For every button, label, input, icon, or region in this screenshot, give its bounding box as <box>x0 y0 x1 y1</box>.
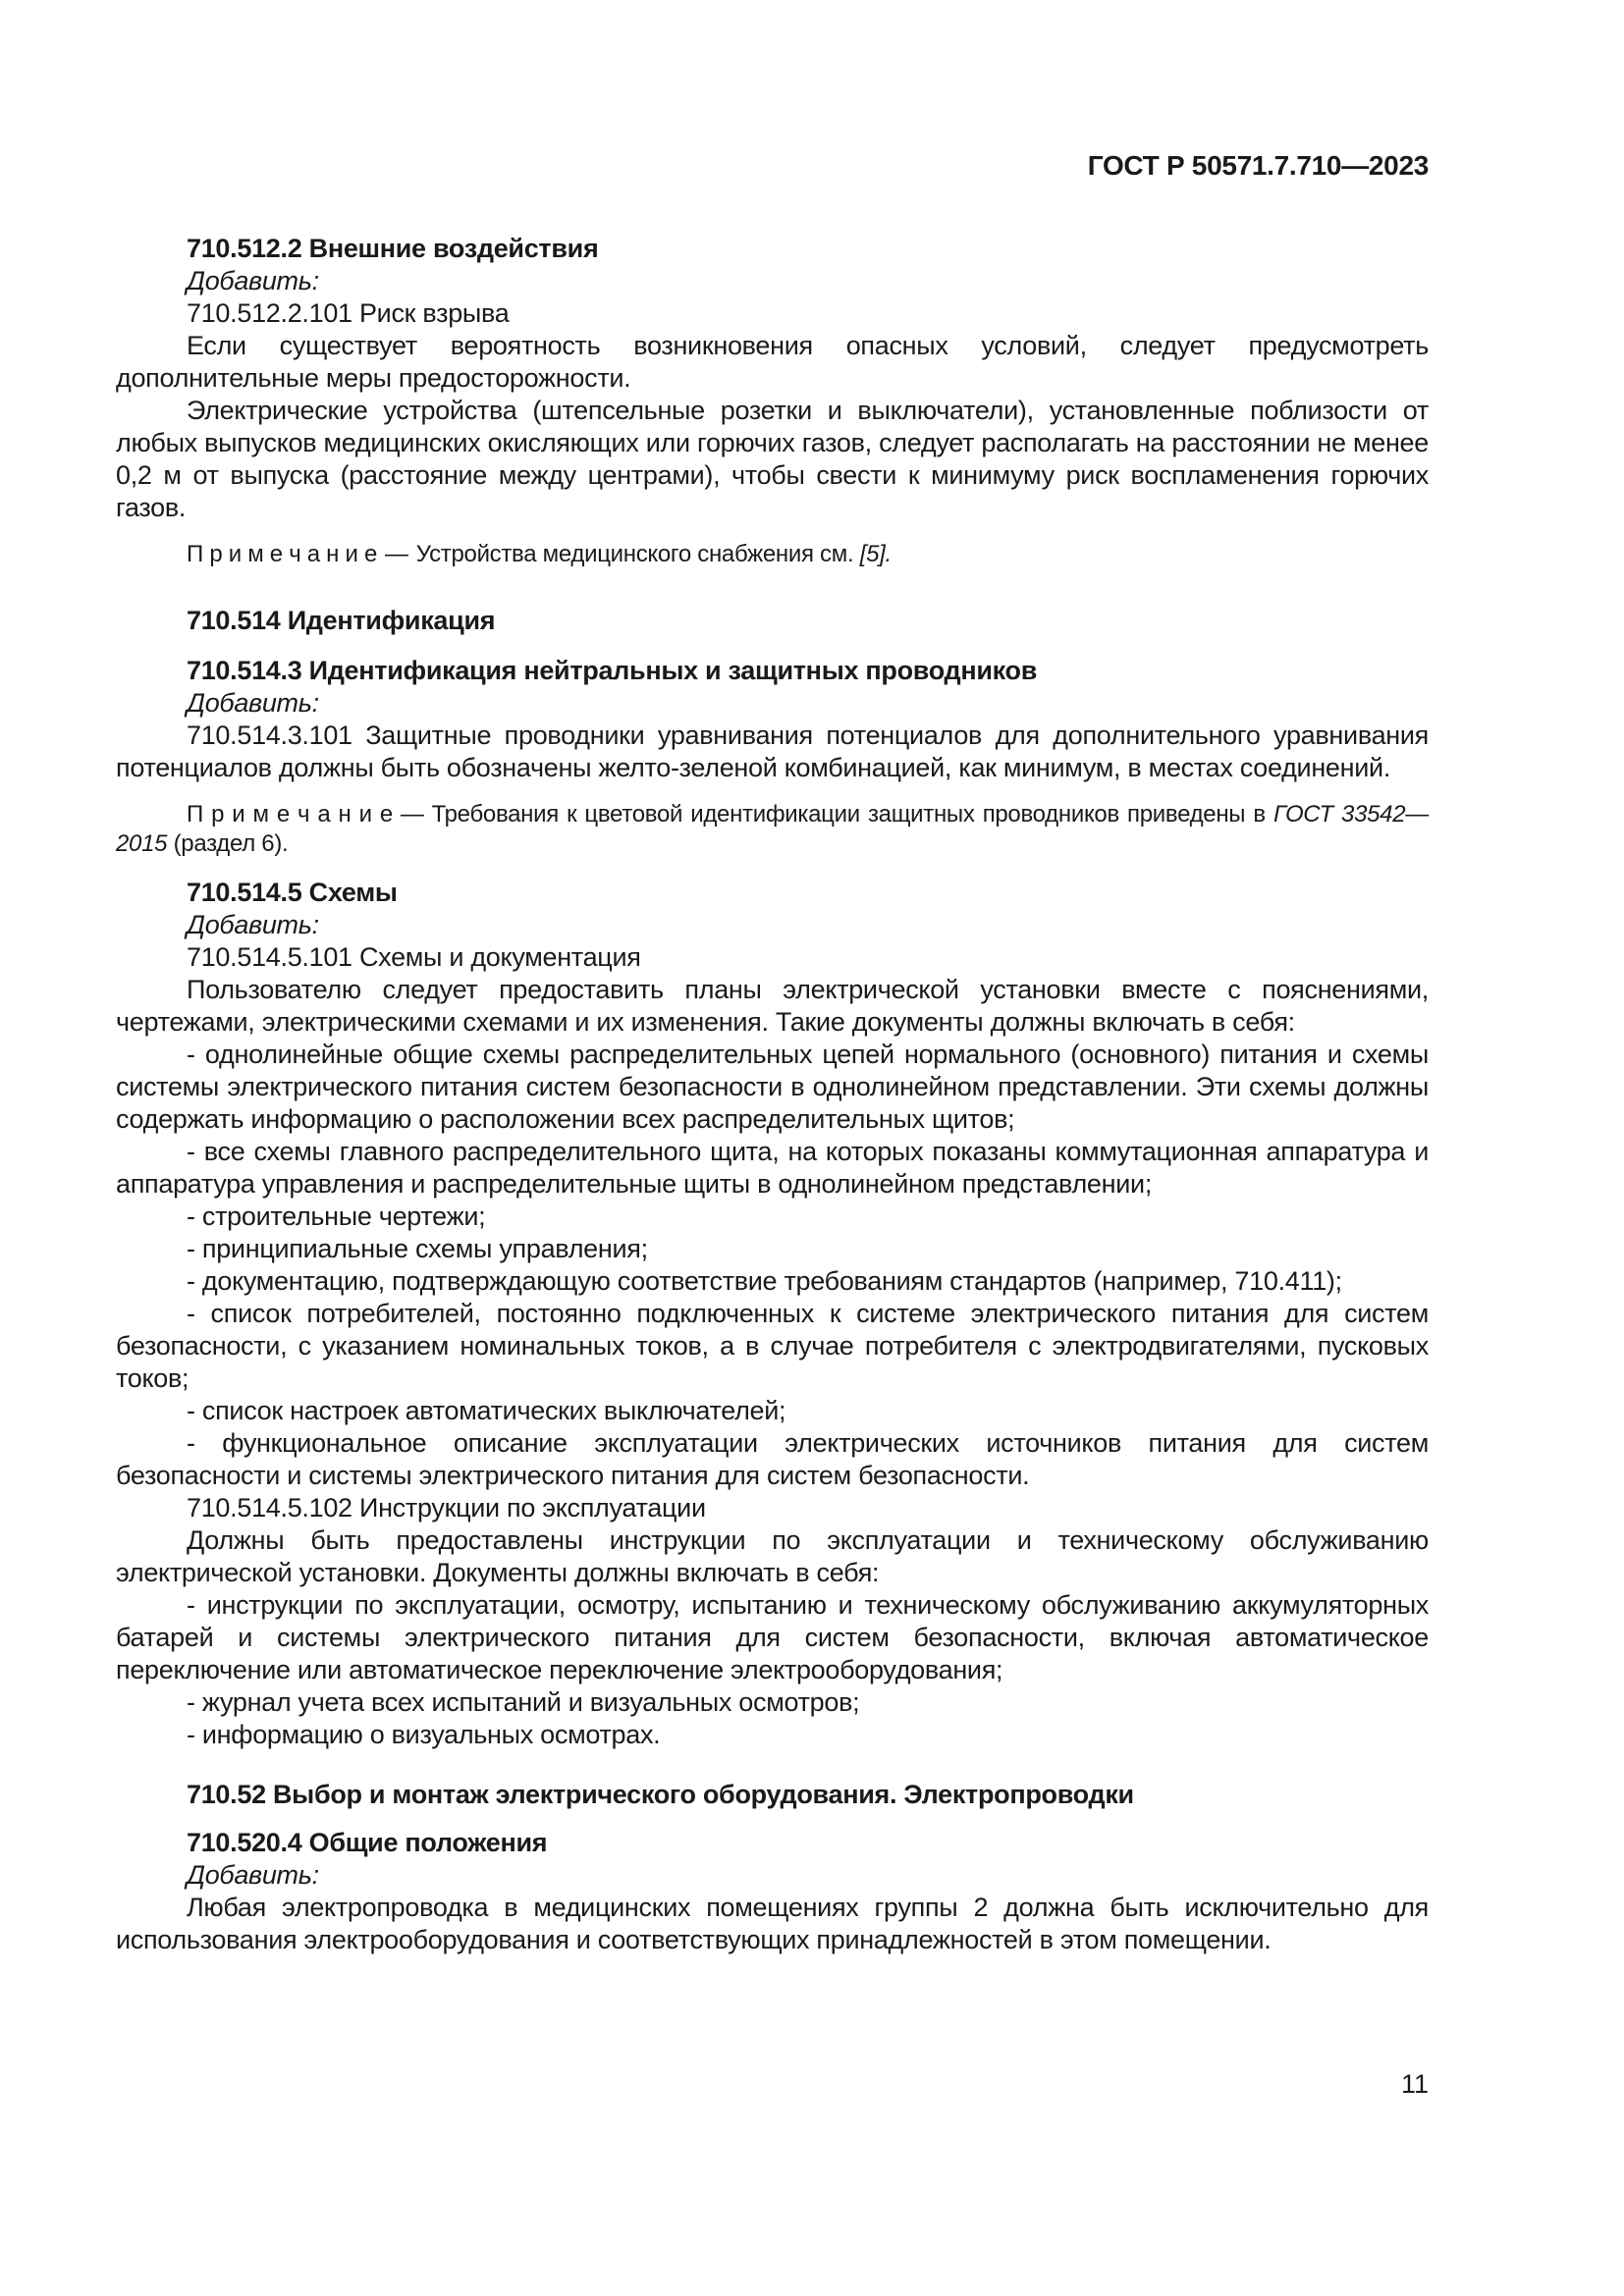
page-number: 11 <box>1400 2069 1429 2099</box>
note-reference: [5]. <box>859 541 892 567</box>
list-item: - документацию, подтверждающую соответствие требованиям стандартов (например, 710.411); <box>187 1266 1342 1296</box>
note-label: П р и м е ч а н и е <box>187 801 393 828</box>
section-heading-710-514: 710.514 Идентификация <box>187 606 496 635</box>
list-item: - принципиальные схемы управления; <box>187 1234 648 1263</box>
add-label: Добавить: <box>187 266 319 295</box>
add-label: Добавить: <box>187 688 319 718</box>
list-item: - однолинейные общие схемы распределительных цепей нормального (основного) питания и схемы системы электрического питания систем безопасности в однолинейном представлении. Эти схемы должны содержать информацию о расположении всех распределительных щитов; <box>116 1040 1429 1134</box>
list-item: - функциональное описание эксплуатации электрических источников питания для систем безопасности и системы электрического питания для систем безопасности. <box>116 1428 1429 1490</box>
list-item: - все схемы главного распределительного щита, на которых показаны коммутационная аппаратура и аппаратура управления и распределительные щиты в однолинейном представлении; <box>116 1137 1429 1199</box>
body-paragraph: Если существует вероятность возникновения опасных условий, следует предусмотреть дополнительные меры предосторожности. <box>116 331 1429 393</box>
note-reference: ГОСТ 33542—2015 <box>116 801 1429 857</box>
list-item: - инструкции по эксплуатации, осмотру, испытанию и техническому обслуживанию аккумуляторных батарей и системы электрического питания для систем безопасности, включая автоматическое переключение или автоматическое переключение электрооборудования; <box>116 1590 1429 1684</box>
clause-title-710-514-5-102: 710.514.5.102 Инструкции по эксплуатации <box>187 1493 706 1522</box>
add-label: Добавить: <box>187 910 319 939</box>
body-paragraph: Электрические устройства (штепсельные розетки и выключатели), установленные поблизости от любых выпусков медицинских окисляющих или горючих газов, следует располагать на расстоянии не менее 0,2 м от выпуска (расстояние между центрами), чтобы свести к минимуму риск воспламенения горючих газов. <box>116 396 1429 522</box>
note-dash: — <box>400 801 424 828</box>
body-paragraph: Должны быть предоставлены инструкции по эксплуатации и техническому обслуживанию электрической установки. Документы должны включать в себя: <box>116 1525 1429 1587</box>
clause-title-710-514-5-101: 710.514.5.101 Схемы и документация <box>187 942 641 972</box>
page-header <box>116 149 1429 182</box>
note <box>116 540 1429 569</box>
list-item: - журнал учета всех испытаний и визуальных осмотров; <box>187 1687 860 1717</box>
list-item: - строительные чертежи; <box>187 1201 486 1231</box>
section-heading-710-52: 710.52 Выбор и монтаж электрического оборудования. Электропроводки <box>187 1780 1134 1809</box>
add-label: Добавить: <box>187 1860 319 1890</box>
section-heading-710-514-3: 710.514.3 Идентификация нейтральных и защитных проводников <box>187 656 1038 685</box>
note-text: Устройства медицинского снабжения см. <box>415 541 854 567</box>
clause-title-710-512-2-101: 710.512.2.101 Риск взрыва <box>187 298 510 328</box>
note-label: П р и м е ч а н и е <box>187 541 378 567</box>
note-dash: — <box>385 541 408 567</box>
document-content <box>116 149 1429 1956</box>
list-item: - информацию о визуальных осмотрах. <box>187 1720 661 1749</box>
note-tail: (раздел 6). <box>173 830 289 857</box>
document-code: ГОСТ Р 50571.7.710—2023 <box>1087 150 1429 181</box>
body-paragraph: 710.514.3.101 Защитные проводники уравнивания потенциалов для дополнительного уравнивания потенциалов должны быть обозначены желто-зеленой комбинацией, как минимум, в местах соединений. <box>116 721 1429 782</box>
section-heading-710-520-4: 710.520.4 Общие положения <box>187 1828 548 1857</box>
body-paragraph: Любая электропроводка в медицинских помещениях группы 2 должна быть исключительно для использования электрооборудования и соответствующих принадлежностей в этом помещении. <box>116 1893 1429 1954</box>
body-paragraph: Пользователю следует предоставить планы электрической установки вместе с пояснениями, чертежами, электрическими схемами и их изменения. Такие документы должны включать в себя: <box>116 975 1429 1037</box>
section-heading-710-512-2: 710.512.2 Внешние воздействия <box>187 234 599 263</box>
list-item: - список настроек автоматических выключателей; <box>187 1396 786 1425</box>
list-item: - список потребителей, постоянно подключенных к системе электрического питания для систем безопасности, с указанием номинальных токов, а в случае потребителя с электродвигателями, пусковых токов; <box>116 1299 1429 1393</box>
section-heading-710-514-5: 710.514.5 Схемы <box>187 878 398 907</box>
note <box>116 800 1429 859</box>
note-text: Требования к цветовой идентификации защитных проводников приведены в <box>431 801 1266 828</box>
